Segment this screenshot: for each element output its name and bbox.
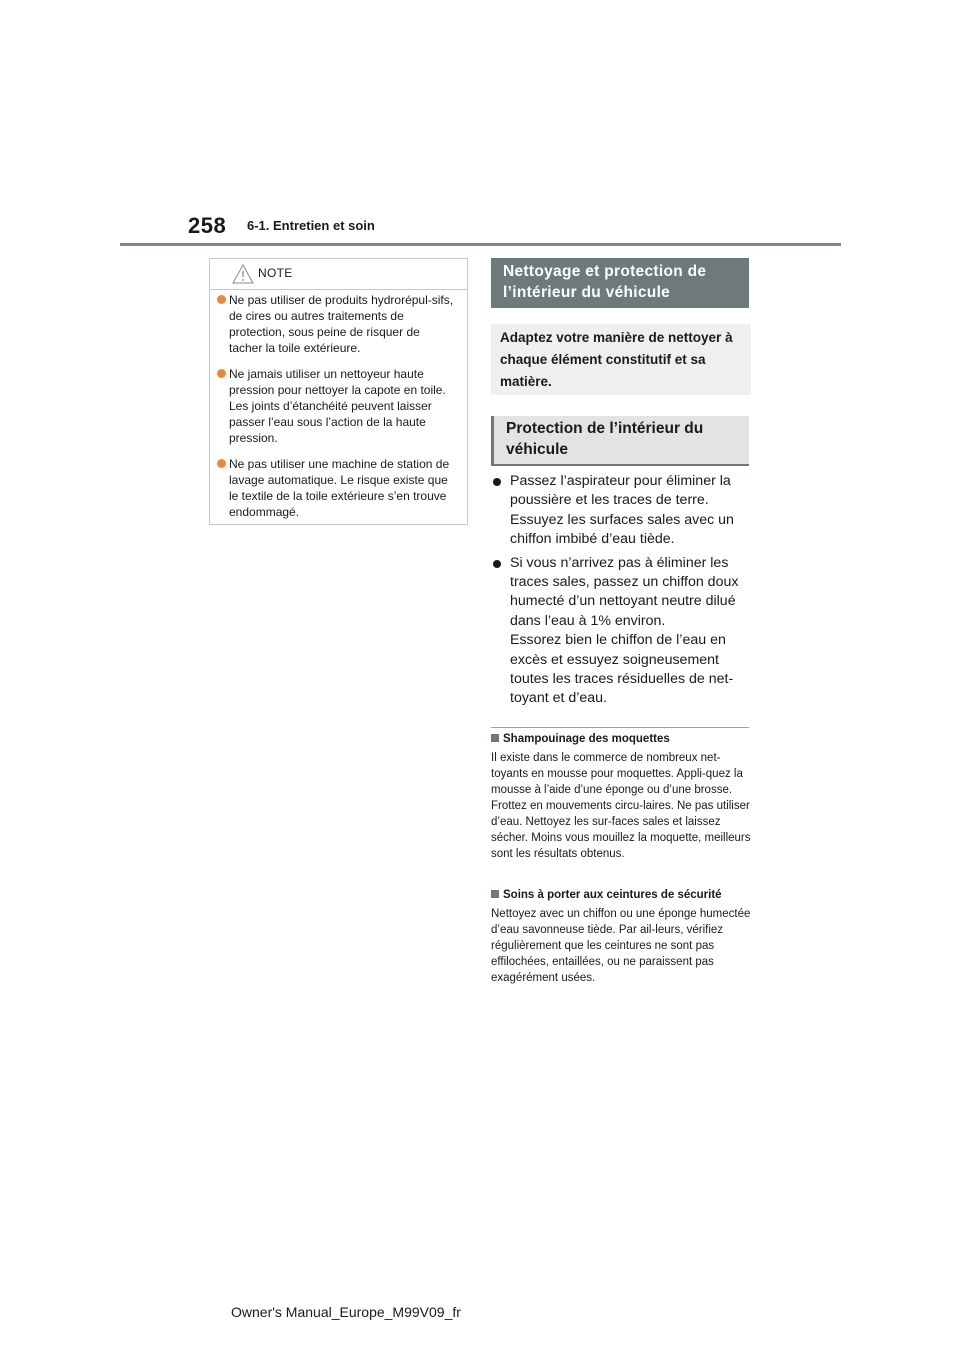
section-body: Nettoyez avec un chiffon ou une éponge humectée d’eau savonneuse tiède. Par ail-leurs, vérifiez régulièrement que les ceintures ne sont pas effilochées, entaillées, ou ne paraissent pas exagérément usées. [491, 908, 751, 984]
section-body: Il existe dans le commerce de nombreux net-toyants en mousse pour moquettes. Appli-quez la mousse à l’aide d’une éponge ou d’une brosse. Frottez en mouvements circu-laires. Ne pas utiliser d’eau. Nettoyez les sur-faces sales et laissez sécher. Moins vous mouillez la moquette, meilleurs sont les résultats obtenus. [491, 752, 751, 860]
note-item: Ne pas utiliser une machine de station de lavage automatique. Le risque existe que le textile de la toile extérieure s’en trouve endommagé. [210, 456, 467, 520]
bullet-dot-icon [217, 295, 226, 304]
note-list [210, 292, 467, 530]
section-heading: Shampouinage des moquettes [503, 733, 670, 745]
bullet-dot-icon [217, 459, 226, 468]
footer-text: Owner's Manual_Europe_M99V09_fr [231, 1304, 461, 1320]
note-title: NOTE [258, 266, 293, 280]
section-title: 6-1. Entretien et soin [247, 218, 375, 233]
main-heading: Nettoyage et protection de l’intérieur du véhicule [491, 258, 749, 308]
instruction-list [491, 472, 749, 713]
note-box [209, 258, 468, 525]
note-header [210, 259, 467, 290]
section-divider [491, 727, 749, 728]
list-item: Passez l’aspirateur pour éliminer la poussière et les traces de terre. Essuyez les surfaces sales avec un chiffon imbibé d’eau tiède. [491, 472, 749, 550]
subheading: Protection de l’intérieur du véhicule [491, 416, 749, 466]
section-heading: Soins à porter aux ceintures de sécurité [503, 889, 722, 901]
warning-triangle-icon [232, 264, 254, 284]
bullet-dot-icon [493, 478, 501, 486]
bullet-dot-icon [493, 560, 501, 568]
note-item: Ne jamais utiliser un nettoyeur haute pression pour nettoyer la capote en toile. Les joints d’étanchéité peuvent laisser passer l’eau sous l’action de la haute pression. [210, 366, 467, 446]
bullet-dot-icon [217, 369, 226, 378]
list-item: Si vous n’arrivez pas à éliminer les traces sales, passez un chiffon doux humecté d’un nettoyant neutre dilué dans l’eau à 1% environ. Essorez bien le chiffon de l’eau en excès et essuyez soigneusement toutes les traces résiduelles de net-toyant et d’eau. [491, 554, 749, 709]
carpet-section [491, 732, 753, 862]
page-number: 258 [188, 213, 227, 238]
square-bullet-icon [491, 734, 499, 742]
note-item: Ne pas utiliser de produits hydrorépul-sifs, de cires ou autres traitements de protection, sous peine de risquer de tacher la toile extérieure. [210, 292, 467, 356]
square-bullet-icon [491, 890, 499, 898]
intro-text: Adaptez votre manière de nettoyer à chaque élément constitutif et sa matière. [491, 324, 751, 395]
header-divider [120, 243, 841, 246]
seatbelt-section [491, 888, 753, 986]
